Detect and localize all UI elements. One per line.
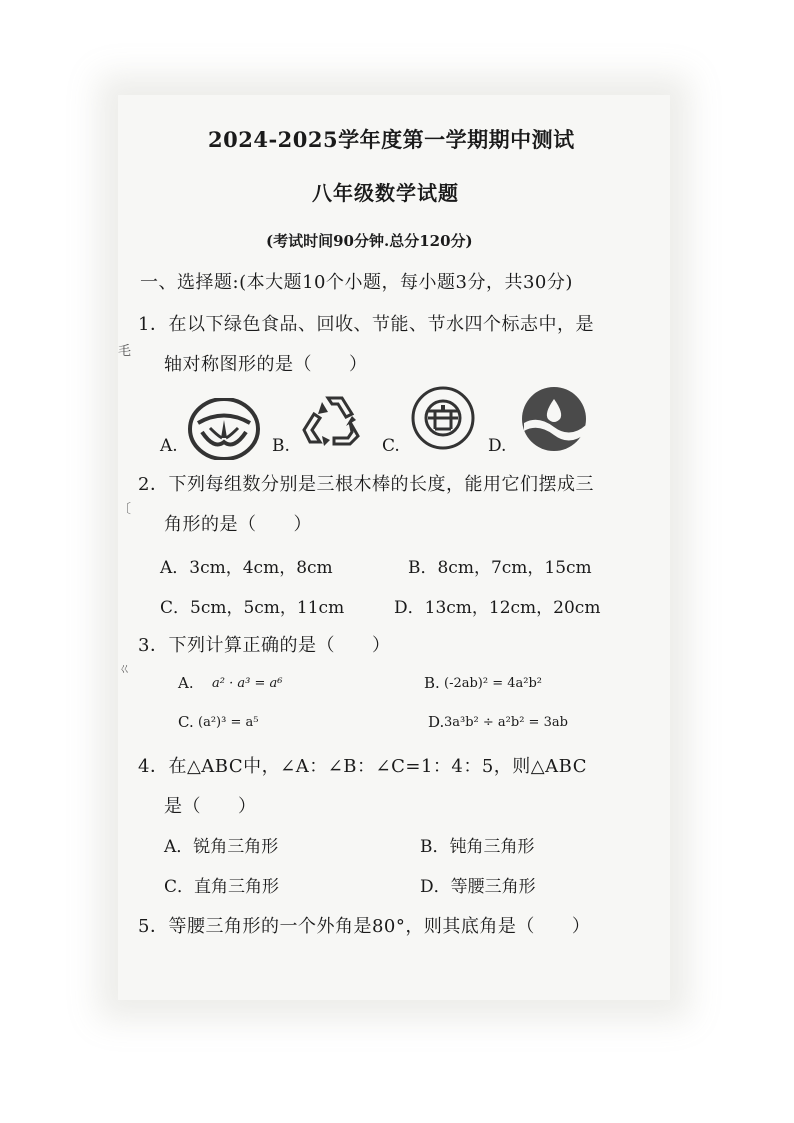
question-1-text-cont: 轴对称图形的是（ ）	[164, 354, 368, 375]
q1-option-b-label: B.	[272, 436, 290, 456]
question-4-text: 4．在△ABC中，∠A：∠B：∠C=1：4：5，则△ABC	[138, 756, 587, 777]
water-saving-logo-icon	[518, 385, 590, 453]
q2-option-a: A．3cm，4cm，8cm	[160, 558, 333, 578]
exam-time-note: (考试时间90分钟.总分120分)	[266, 232, 473, 250]
question-4-text-cont: 是（ ）	[164, 796, 257, 817]
q3-option-d-label: D.	[428, 713, 445, 731]
q2-option-b: B．8cm，7cm，15cm	[408, 558, 592, 578]
question-2-text-cont: 角形的是（ ）	[164, 514, 312, 535]
recycle-logo-icon	[300, 392, 370, 450]
margin-mark: 毛	[118, 344, 132, 359]
question-5-text: 5．等腰三角形的一个外角是80°，则其底角是（ ）	[138, 916, 591, 937]
exam-title: 2024-2025学年度第一学期期中测试	[208, 127, 575, 152]
question-1-text: 1．在以下绿色食品、回收、节能、节水四个标志中，是	[138, 314, 594, 335]
q4-option-c: C．直角三角形	[164, 877, 280, 897]
q3-option-d-expr: 3a³b² ÷ a²b² = 3ab	[444, 715, 568, 730]
q1-option-d-label: D.	[488, 436, 507, 456]
section-heading: 一、选择题:(本大题10个小题，每小题3分，共30分)	[140, 272, 573, 293]
q3-option-b-expr: (-2ab)² = 4a²b²	[444, 676, 543, 691]
question-3-text: 3．下列计算正确的是（ ）	[138, 635, 391, 656]
q2-option-c: C．5cm，5cm，11cm	[160, 598, 345, 618]
question-2-text: 2．下列每组数分别是三根木棒的长度，能用它们摆成三	[138, 474, 594, 495]
q4-option-a: A．锐角三角形	[164, 837, 279, 857]
energy-saving-logo-icon	[410, 385, 476, 451]
q1-option-c-label: C.	[382, 436, 400, 456]
exam-subtitle: 八年级数学试题	[312, 181, 459, 205]
q3-option-a-expr: a² · a³ = a⁶	[212, 676, 283, 691]
q3-option-a-label: A.	[178, 674, 194, 692]
q4-option-b: B．钝角三角形	[420, 837, 535, 857]
q4-option-d: D．等腰三角形	[420, 877, 536, 897]
q3-option-c-expr: (a²)³ = a⁵	[198, 715, 259, 730]
margin-mark: 〔	[118, 502, 132, 517]
margin-mark: ㄍ	[118, 662, 132, 677]
q3-option-c-label: C.	[178, 713, 194, 731]
q2-option-d: D．13cm，12cm，20cm	[394, 598, 601, 618]
q3-option-b-label: B.	[424, 674, 440, 692]
green-food-logo-icon	[188, 398, 260, 460]
q1-option-a-label: A.	[160, 436, 178, 456]
